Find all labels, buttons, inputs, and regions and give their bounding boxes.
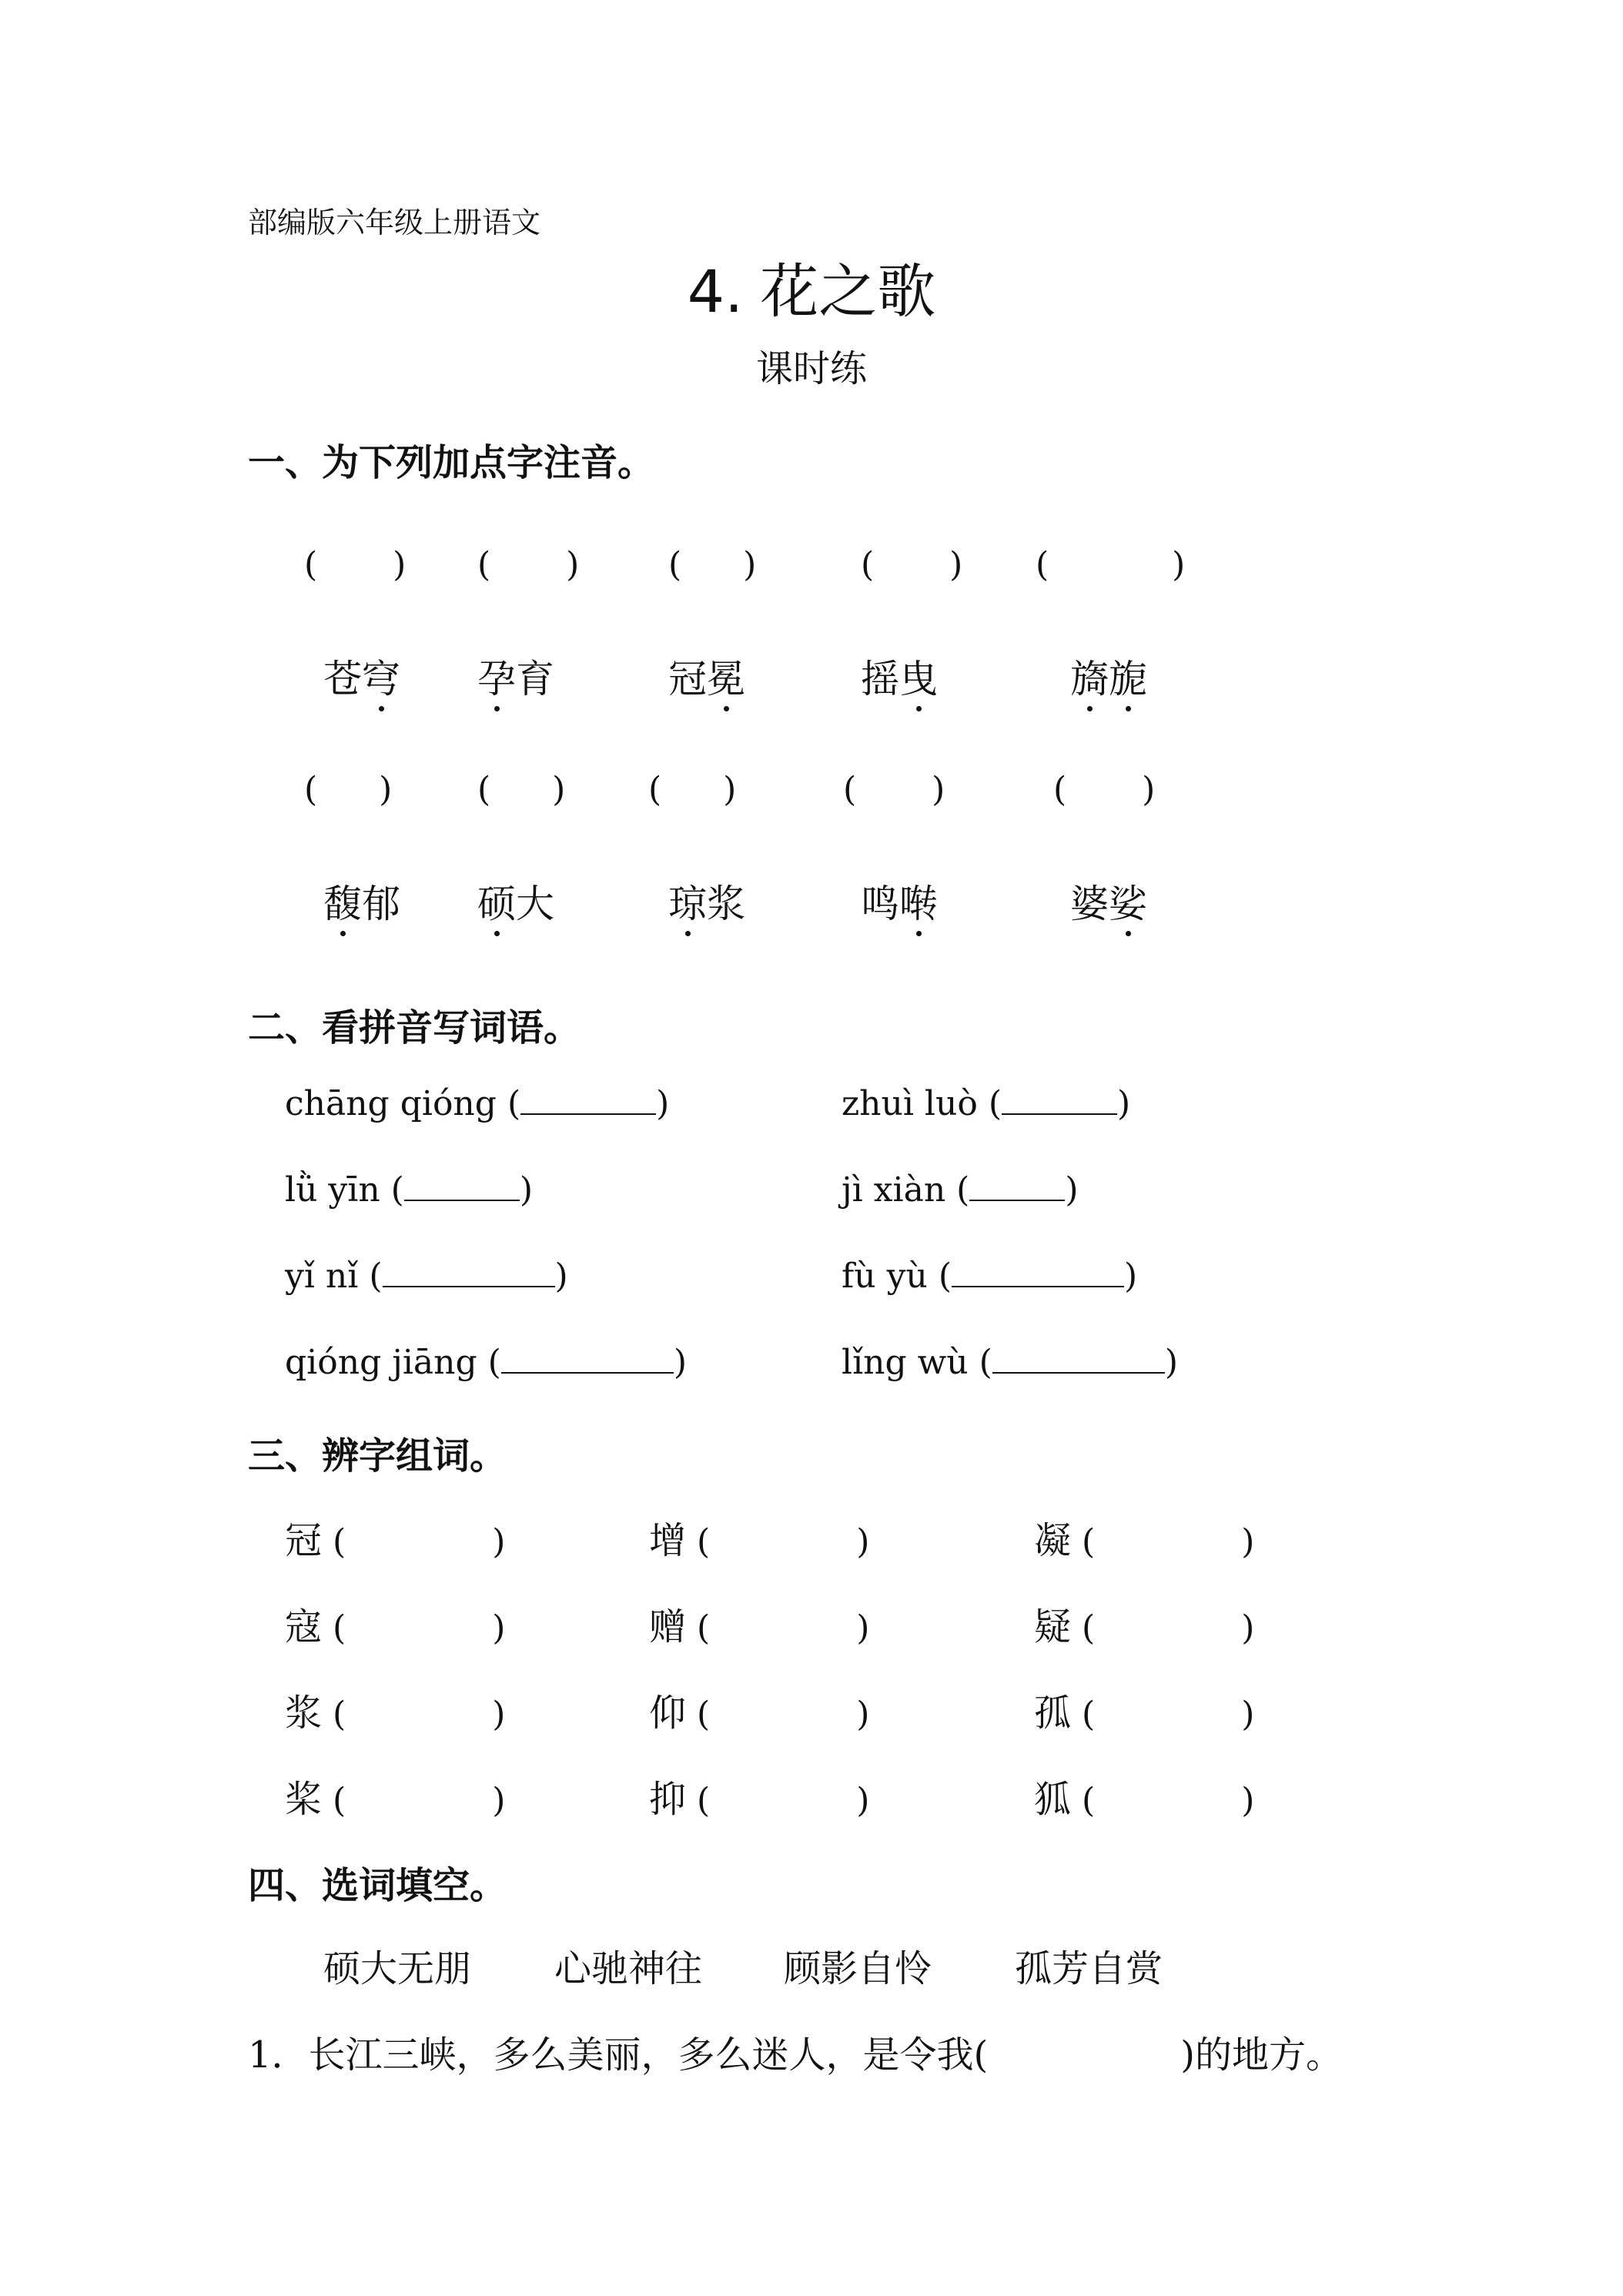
char-item: 仰 ( ) <box>649 1692 870 1735</box>
lesson-name: 花之歌 <box>760 257 936 326</box>
answer-blank[interactable] <box>501 1344 674 1374</box>
pinyin-blank[interactable]: ( ) <box>648 770 737 809</box>
lesson-number: 4. <box>687 257 744 326</box>
word-item: 鸣啭 <box>861 873 938 929</box>
answer-blank[interactable] <box>1002 1086 1117 1115</box>
answer-blank[interactable] <box>952 1258 1124 1287</box>
pinyin-item: chāng qióng ( ) <box>285 1084 670 1123</box>
pinyin-blank[interactable]: ( ) <box>477 545 580 584</box>
word-option: 顾影自怜 <box>784 1947 932 1990</box>
answer-blank[interactable] <box>520 1086 656 1115</box>
section-4-heading: 四、选词填空。 <box>248 1864 507 1907</box>
pinyin-item: jì xiàn ( ) <box>842 1170 1079 1210</box>
answer-blank[interactable] <box>992 1344 1165 1374</box>
char-item: 孤 ( ) <box>1034 1692 1255 1735</box>
fill-question-1: 1．长江三峡，多么美丽，多么迷人，是令我( )的地方。 <box>248 2033 1344 2077</box>
pinyin-item: zhuì luò ( ) <box>842 1084 1131 1123</box>
pinyin-blank[interactable]: ( ) <box>861 545 963 584</box>
char-item: 增 ( ) <box>649 1519 870 1562</box>
pinyin-item: lǐng wù ( ) <box>842 1343 1178 1382</box>
char-item: 冠 ( ) <box>285 1519 506 1562</box>
lesson-subtitle: 课时练 <box>755 347 867 390</box>
word-item: 摇曳 <box>861 648 938 704</box>
pinyin-blank[interactable]: ( ) <box>304 545 407 584</box>
section-1-heading: 一、为下列加点字注音。 <box>248 441 655 484</box>
document-header: 部编版六年级上册语文 <box>248 206 541 239</box>
word-item: 冠冕 <box>668 648 745 704</box>
word-item: 旖旎 <box>1070 648 1147 704</box>
word-option: 硕大无朋 <box>323 1947 472 1990</box>
pinyin-blank[interactable]: ( ) <box>304 770 393 809</box>
char-item: 凝 ( ) <box>1034 1519 1255 1562</box>
answer-blank[interactable] <box>404 1172 520 1201</box>
char-item: 桨 ( ) <box>285 1778 506 1821</box>
pinyin-item: fù yù ( ) <box>842 1257 1138 1296</box>
word-item: 苍穹 <box>323 648 400 704</box>
pinyin-blank[interactable]: ( ) <box>1053 770 1156 809</box>
pinyin-blank[interactable]: ( ) <box>1036 545 1186 584</box>
pinyin-item: lǜ yīn ( ) <box>285 1170 534 1210</box>
char-item: 抑 ( ) <box>649 1778 870 1821</box>
section-2-heading: 二、看拼音写词语。 <box>248 1006 581 1049</box>
word-option: 孤芳自赏 <box>1015 1947 1163 1990</box>
word-option: 心驰神往 <box>554 1947 703 1990</box>
pinyin-item: qióng jiāng ( ) <box>285 1343 688 1382</box>
char-item: 疑 ( ) <box>1034 1605 1255 1648</box>
section-3-heading: 三、辨字组词。 <box>248 1434 507 1478</box>
lesson-title <box>0 245 1623 329</box>
pinyin-item: yǐ nǐ ( ) <box>285 1257 568 1296</box>
char-item: 狐 ( ) <box>1034 1778 1255 1821</box>
word-item: 孕育 <box>477 648 554 704</box>
word-item: 硕大 <box>477 873 554 929</box>
answer-blank[interactable] <box>383 1258 555 1287</box>
char-item: 寇 ( ) <box>285 1605 506 1648</box>
pinyin-blank[interactable]: ( ) <box>843 770 945 809</box>
char-item: 赠 ( ) <box>649 1605 870 1648</box>
answer-blank[interactable] <box>969 1172 1065 1201</box>
char-item: 浆 ( ) <box>285 1692 506 1735</box>
pinyin-blank[interactable]: ( ) <box>668 545 757 584</box>
pinyin-blank[interactable]: ( ) <box>477 770 566 809</box>
word-item: 琼浆 <box>668 873 745 929</box>
word-item: 馥郁 <box>323 873 400 929</box>
word-item: 婆娑 <box>1070 873 1147 929</box>
